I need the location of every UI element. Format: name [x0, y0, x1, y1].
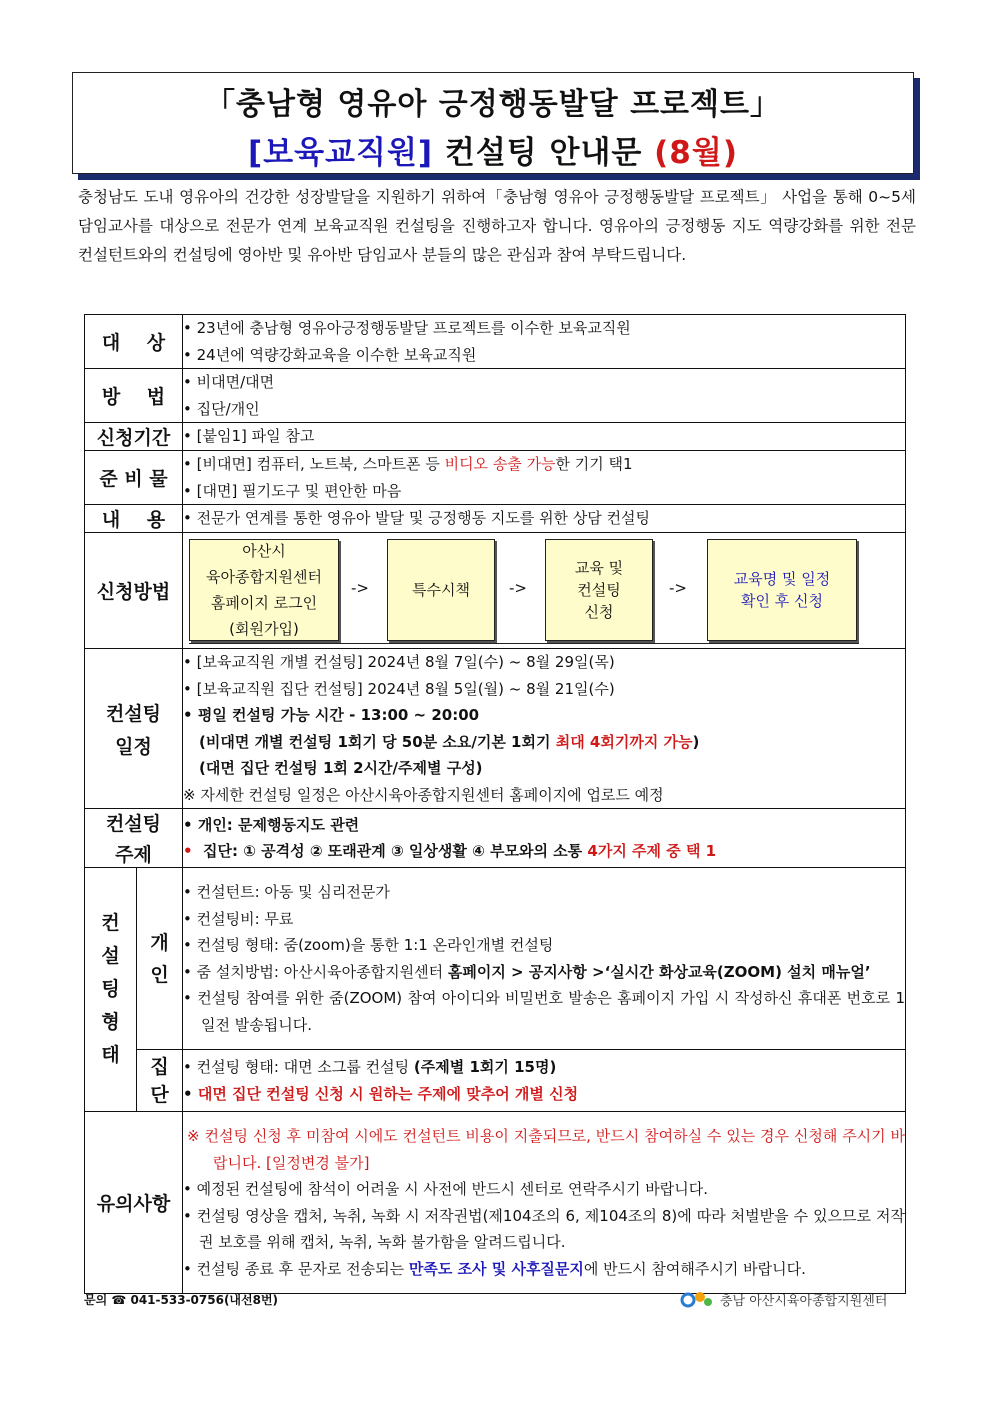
flow-step-text: 육아종합지원센터: [206, 567, 322, 586]
topic-line: [183, 838, 905, 865]
individual-line: • 컨설턴트: 아동 및 심리전문가: [183, 883, 390, 901]
flow-step-text: 특수시책: [412, 580, 470, 599]
title-month: (8월): [654, 135, 738, 171]
footer-org-name: 충남 아산시육아종합지원센터: [720, 1293, 888, 1309]
topic-bullet: •: [183, 842, 193, 860]
label-individual: [137, 868, 183, 1050]
label-form-char: 컨: [101, 912, 120, 934]
footer-org: [680, 1288, 887, 1310]
center-logo-icon: [680, 1288, 714, 1310]
content-item: • 전문가 연계를 통한 영유아 발달 및 긍정행동 지도를 위한 상담 컨설팅: [183, 509, 651, 528]
group-emphasis: (주제별 1회기 15명): [413, 1058, 557, 1076]
prep-item: [183, 451, 905, 478]
intro-paragraph: 충청남도 도내 영유아의 건강한 성장발달을 지원하기 위하여「충남형 영유아 긍정행동발달 프로젝트」 사업을 통해 0~5세 담임교사를 대상으로 전문가 연계 보육교직원 컨설팅을 진행하고자 합니다. 영유아의 긍정행동 지도 역량강화를 위한 전문 컨설턴트와의 컨설팅에 영아반 및 유아반 담임교사 분들의 많은 관심과 참여 부탁드립니다.: [78, 188, 916, 264]
flow-arrow: ->: [509, 578, 527, 597]
label-topic: [85, 809, 183, 868]
schedule-highlight: 최대 4회기까지 가능: [555, 732, 693, 751]
flow-step-confirm: [707, 539, 857, 641]
label-method: 방 법: [85, 369, 183, 423]
schedule-line: • [보육교직원 개별 컨설팅] 2024년 8월 7일(수) ~ 8월 29일(목): [183, 653, 615, 671]
prep-text: 한 기기 택1: [555, 455, 633, 473]
prep-highlight: 비디오 송출 가능: [444, 455, 556, 473]
label-period: 신청기간: [85, 423, 183, 451]
apply-flow: [183, 535, 905, 647]
schedule-line: [183, 729, 905, 756]
notes-text: • 컨설팅 종료 후 문자로 전송되는: [183, 1259, 409, 1278]
flow-step-text: 교육명 및 일정: [733, 569, 831, 588]
target-item: • 23년에 충남형 영유아긍정행동발달 프로젝트를 이수한 보육교직원: [183, 319, 631, 337]
label-form-char: 팅: [101, 978, 120, 1000]
schedule-line: ※ 자세한 컨설팅 일정은 아산시육아종합지원센터 홈페이지에 업로드 예정: [183, 785, 664, 804]
method-item: • 비대면/대면: [183, 373, 275, 391]
prep-text: • [비대면] 컴퓨터, 노트북, 스마트폰 등: [183, 455, 445, 473]
label-target: 대 상: [85, 315, 183, 369]
schedule-line: • [보육교직원 집단 컨설팅] 2024년 8월 5일(월) ~ 8월 21일(수): [183, 679, 615, 698]
target-item: • 24년에 역량강화교육을 이수한 보육교직원: [183, 345, 477, 364]
group-bullet: •: [183, 1084, 198, 1103]
flow-arrow: ->: [669, 578, 687, 597]
flow-step-text: 홈페이지 로그인: [210, 593, 318, 612]
individual-line: • 컨설팅 참여를 위한 줌(ZOOM) 참여 아이디와 비밀번호 발송은 홈페이지 가입 시 작성하신 휴대폰 번호로 1일전 발송됩니다.: [183, 989, 905, 1034]
notes-line: • 컨설팅 영상을 캡처, 녹취, 녹화 시 저작권법(제104조의 6, 제104조의 8)에 따라 처벌받을 수 있으므로 저작권 보호를 위해 캡처, 녹취, 녹화 불가함을 알려드립니다.: [183, 1206, 905, 1251]
row-schedule: [85, 649, 906, 809]
group-highlight: 대면 집단 컨설팅 신청 시 원하는 주제에 맞추어 개별 신청: [197, 1084, 579, 1103]
notes-line: ※ 컨설팅 신청 후 미참여 시에도 컨설턴트 비용이 지출되므로, 반드시 참여하실 수 있는 경우 신청해 주시기 바랍니다. [일정변경 불가]: [187, 1127, 905, 1172]
title-mid: 컨설팅 안내문: [433, 135, 655, 171]
notes-text: 에 반드시 참여해주시기 바랍니다.: [583, 1259, 806, 1278]
schedule-text: ): [692, 732, 700, 751]
label-apply: 신청방법: [85, 533, 183, 649]
info-table: [84, 314, 906, 1294]
row-apply: [85, 533, 906, 649]
individual-text: • 줌 설치방법: 아산시육아종합지원센터: [183, 962, 448, 981]
prep-item: • [대면] 필기도구 및 편안한 마음: [183, 481, 402, 500]
label-group: [137, 1050, 183, 1112]
row-topic: [85, 809, 906, 868]
flow-step-login: [189, 539, 339, 641]
individual-emphasis: 홈페이지 > 공지사항 >‘실시간 화상교육(ZOOM) 설치 매뉴얼’: [447, 962, 871, 981]
row-period: [85, 423, 906, 451]
flow-step-text: 아산시: [242, 541, 286, 560]
schedule-line: • 평일 컨설팅 가능 시간 - 13:00 ~ 20:00: [183, 706, 480, 724]
flow-step-text: 교육 및: [574, 558, 624, 577]
label-individual-char: 인: [150, 963, 169, 986]
individual-line: • 컨설팅비: 무료: [183, 909, 294, 928]
row-notes: [85, 1112, 906, 1294]
topic-line: • 개인: 문제행동지도 관련: [183, 815, 360, 834]
flow-step-special: [387, 539, 495, 641]
title-line1: 「충남형 영유아 긍정행동발달 프로젝트」: [204, 87, 781, 122]
title-line2: [73, 127, 913, 172]
topic-highlight: 4가지 주제 중 택 1: [587, 842, 717, 860]
label-form: [85, 868, 137, 1112]
schedule-line: (대면 집단 컨설팅 1회 2시간/주제별 구성): [199, 759, 483, 777]
row-content: [85, 505, 906, 533]
label-notes: 유의사항: [85, 1112, 183, 1294]
flow-step-text: 확인 후 신청: [741, 591, 823, 610]
notes-line: [183, 1256, 905, 1283]
label-topic-line: 컨설팅: [105, 813, 162, 835]
title-box: [72, 72, 914, 174]
group-text: • 컨설팅 형태: 대면 소그룹 컨설팅: [183, 1058, 414, 1076]
row-form-individual: [85, 868, 906, 1050]
footer-contact: 문의 ☎ 041-533-0756(내선8번): [84, 1293, 279, 1307]
row-form-group: [85, 1050, 906, 1112]
label-group-char: 단: [150, 1083, 169, 1106]
group-line: [183, 1054, 905, 1081]
flow-step-text: (회원가입): [229, 619, 299, 638]
period-item: • [붙임1] 파일 참고: [183, 427, 315, 446]
flow-underline: [189, 643, 859, 644]
label-content: 내 용: [85, 505, 183, 533]
label-individual-char: 개: [150, 931, 169, 954]
label-group-char: 집: [150, 1055, 169, 1078]
row-method: [85, 369, 906, 423]
label-topic-line: 주제: [115, 844, 152, 866]
flow-arrow: ->: [351, 578, 369, 597]
label-schedule-line: 일정: [115, 735, 152, 758]
flow-step-apply: [545, 539, 653, 641]
individual-line: • 컨설팅 형태: 줌(zoom)을 통한 1:1 온라인개별 컨설팅: [183, 936, 554, 954]
label-schedule: [85, 649, 183, 809]
flow-step-text: 컨설팅: [577, 580, 621, 599]
label-prep: 준 비 물: [85, 451, 183, 505]
label-schedule-line: 컨설팅: [105, 702, 162, 725]
individual-line: [183, 959, 905, 986]
row-target: [85, 315, 906, 369]
notes-line: • 예정된 컨설팅에 참석이 어려울 시 사전에 반드시 센터로 연락주시기 바랍니다.: [183, 1180, 708, 1198]
group-line: [183, 1081, 905, 1108]
flow-step-text: 신청: [584, 602, 614, 621]
label-form-char: 태: [101, 1044, 120, 1066]
schedule-text: (비대면 개별 컨설팅 1회기 당 50분 소요/기본 1회기: [199, 732, 556, 751]
topic-text: 집단: ① 공격성 ② 또래관계 ③ 일상생활 ④ 부모와의 소통: [192, 842, 588, 860]
label-form-char: 형: [101, 1011, 120, 1033]
label-form-char: 설: [101, 945, 120, 967]
notes-highlight: 만족도 조사 및 사후질문지: [408, 1259, 584, 1278]
title-target: [보육교직원]: [248, 135, 434, 171]
row-prep: [85, 451, 906, 505]
method-item: • 집단/개인: [183, 399, 260, 418]
